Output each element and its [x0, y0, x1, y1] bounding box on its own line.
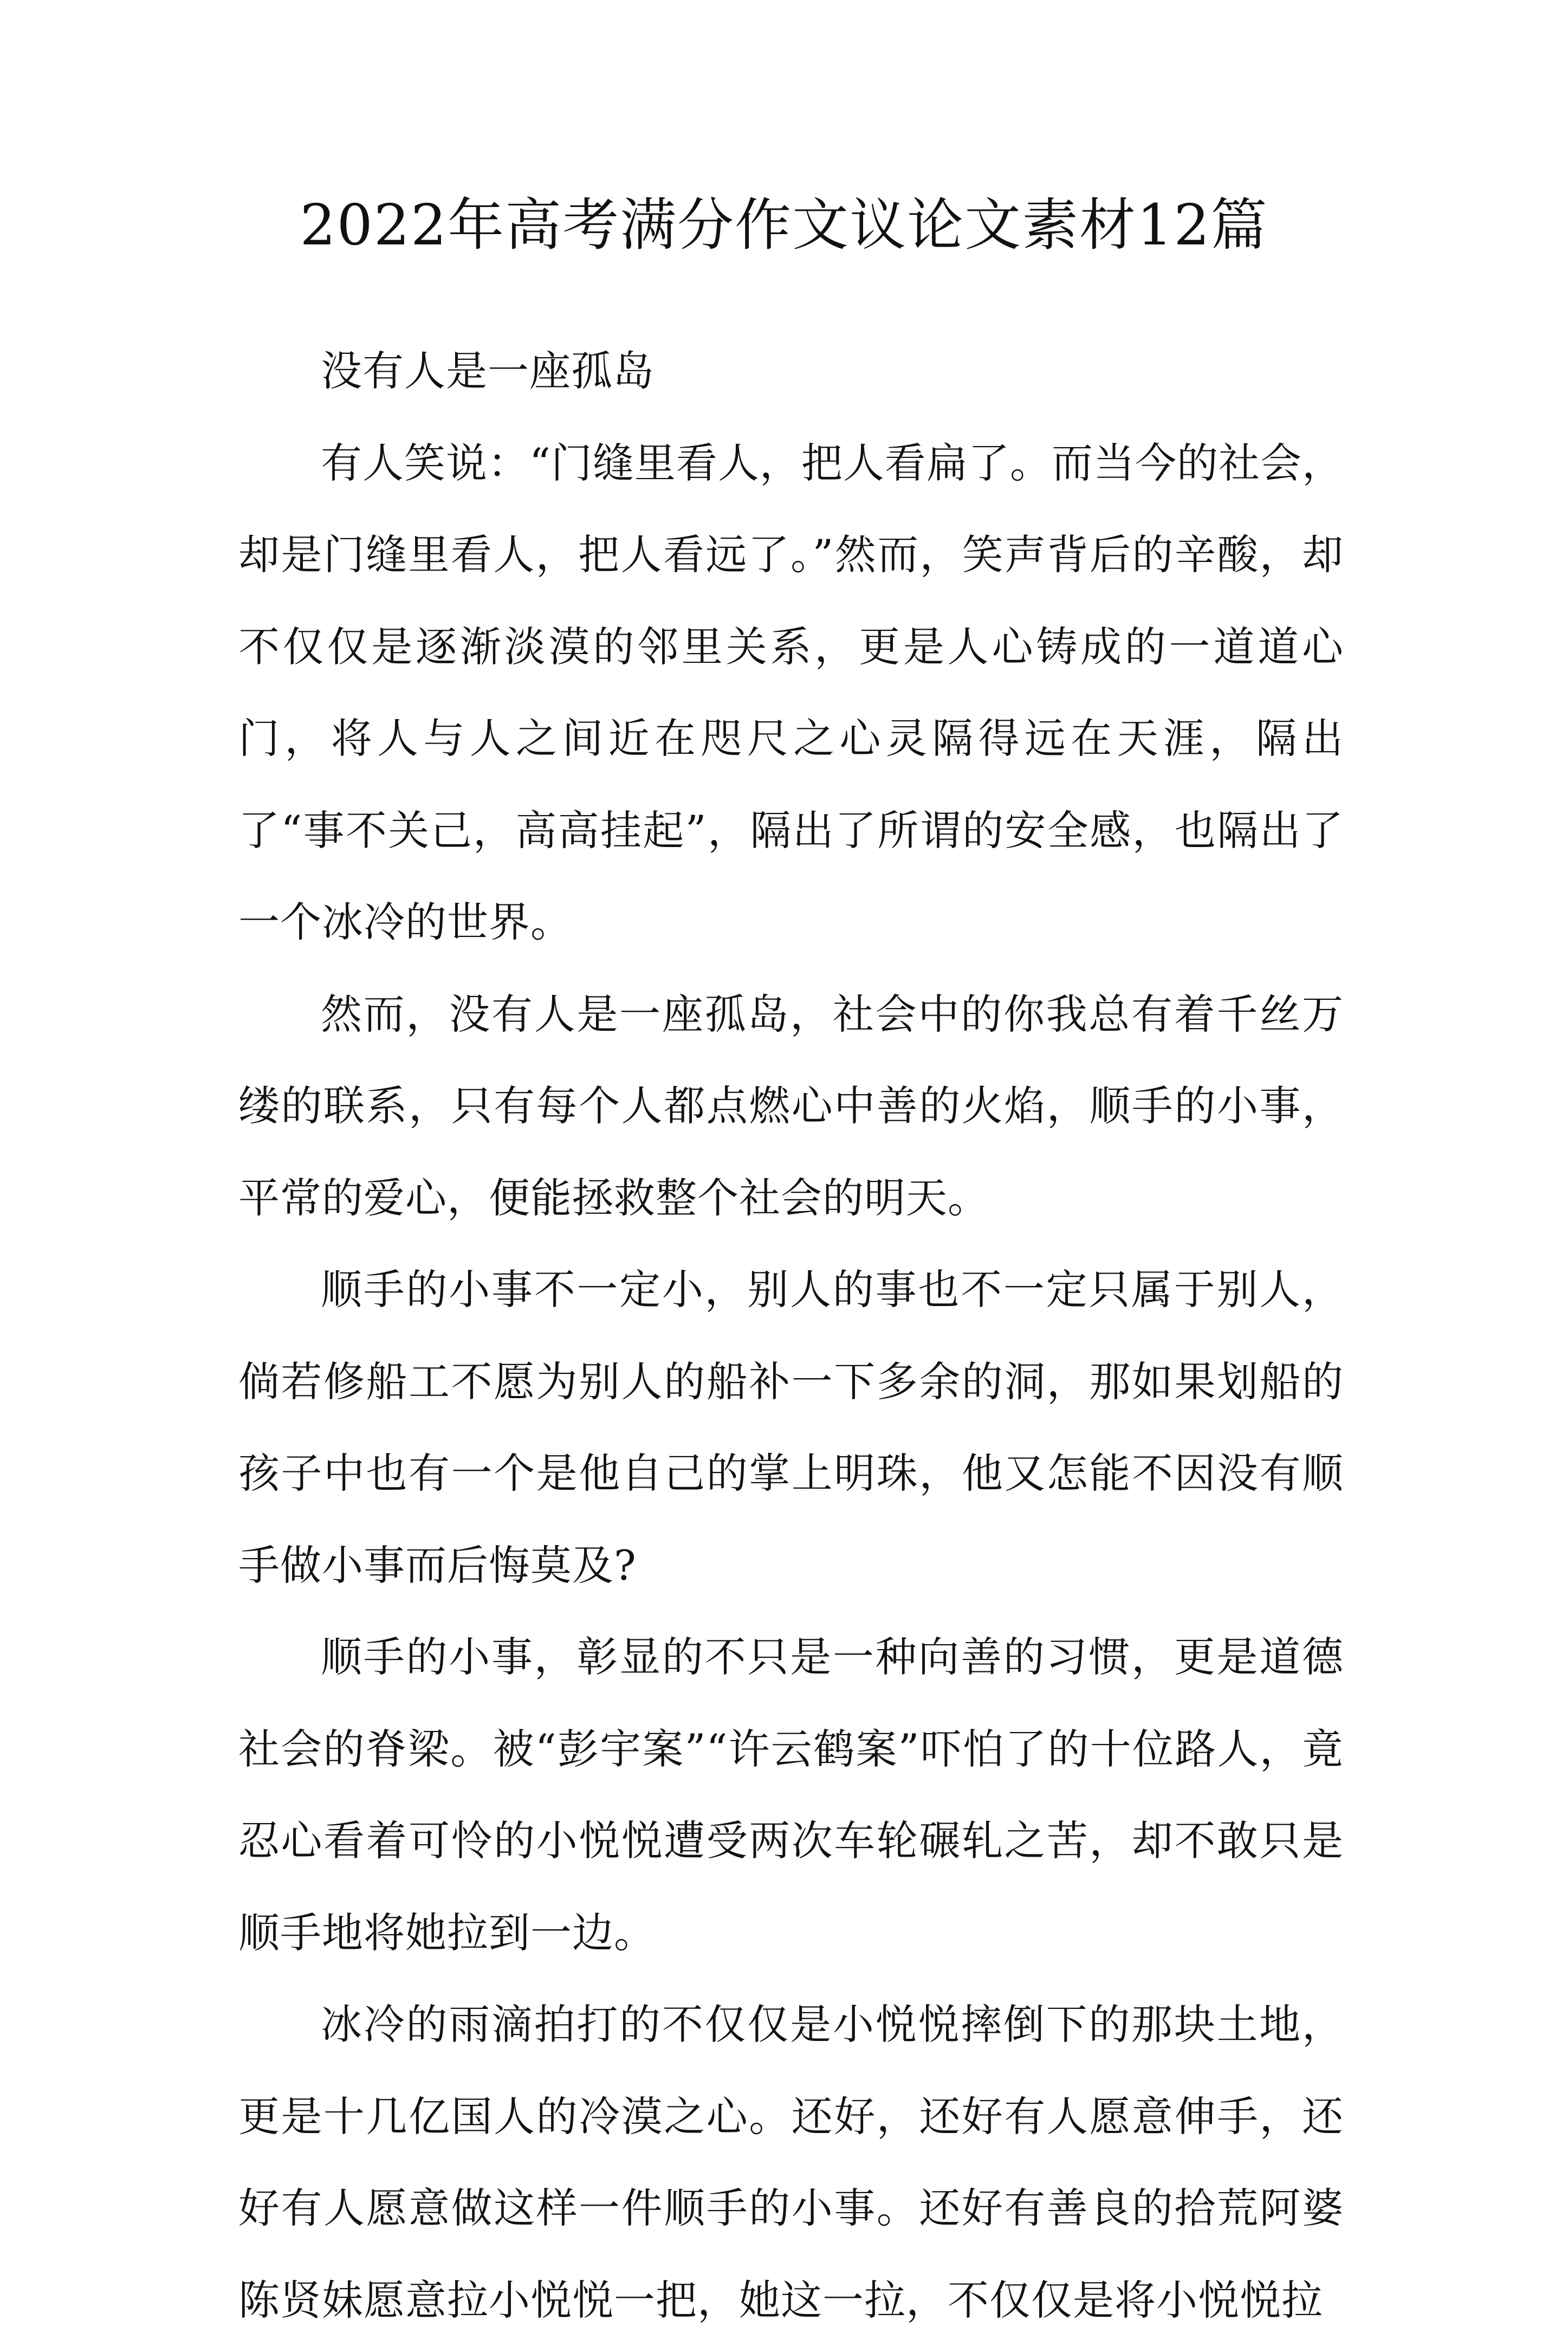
document-body: [238, 325, 1344, 2346]
paragraph: 顺手的小事，彰显的不只是一种向善的习惯，更是道德社会的脊梁。被“彭宇案”“许云鹤案”吓怕了的十位路人，竟忍心看着可怜的小悦悦遭受两次车轮碾轧之苦，却不敢只是顺手地将她拉到一边。: [238, 1633, 1344, 1957]
document-title: 2022年高考满分作文议论文素材12篇: [300, 192, 1268, 258]
paragraph: 顺手的小事不一定小，别人的事也不一定只属于别人，倘若修船工不愿为别人的船补一下多余的洞，那如果划船的孩子中也有一个是他自己的掌上明珠，他又怎能不因没有顺手做小事而后悔莫及?: [238, 1265, 1344, 1589]
paragraph: 有人笑说：“门缝里看人，把人看扁了。而当今的社会，却是门缝里看人，把人看远了。”然而，笑声背后的辛酸，却不仅仅是逐渐淡漠的邻里关系，更是人心铸成的一道道心门，将人与人之间近在咫尺之心灵隔得远在天涯，隔出了“事不关己，高高挂起”，隔出了所谓的安全感，也隔出了一个冰冷的世界。: [238, 438, 1344, 946]
section-heading: 没有人是一座孤岛: [321, 347, 655, 395]
paragraph: 然而，没有人是一座孤岛，社会中的你我总有着千丝万缕的联系，只有每个人都点燃心中善的火焰，顺手的小事，平常的爱心，便能拯救整个社会的明天。: [238, 990, 1344, 1222]
paragraph: 冰冷的雨滴拍打的不仅仅是小悦悦摔倒下的那块土地，更是十几亿国人的冷漠之心。还好，还好有人愿意伸手，还好有人愿意做这样一件顺手的小事。还好有善良的拾荒阿婆陈贤妹愿意拉小悦悦一把，她这一拉，不仅仅是将小悦悦拉: [238, 2000, 1344, 2324]
